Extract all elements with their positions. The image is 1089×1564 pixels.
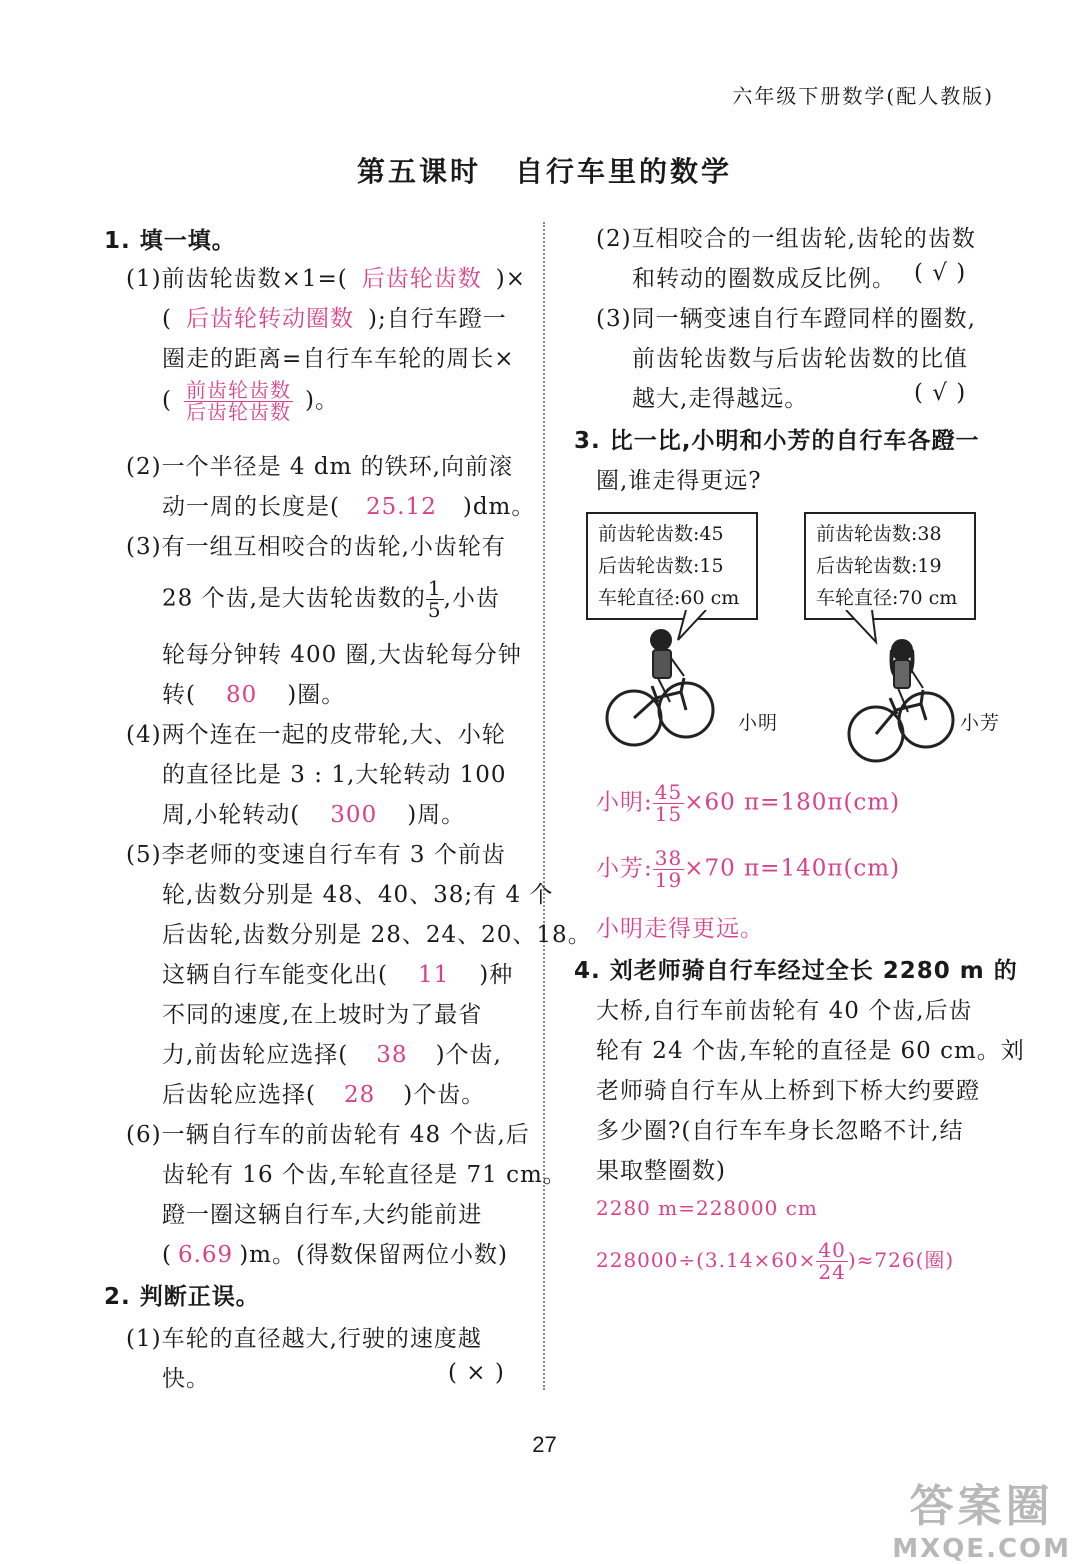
- q1-2-line2: 动一周的长度是( 25.12 )dm。: [162, 494, 536, 520]
- answer-blank: 后齿轮转动圈数: [185, 306, 354, 332]
- fraction: $\frac{1}{5}$: [427, 576, 442, 622]
- column-divider: [543, 222, 545, 1390]
- info-line: 前齿轮齿数:45: [598, 523, 724, 545]
- q4-line4: 老师骑自行车从上桥到下桥大约要蹬: [596, 1078, 980, 1104]
- judgement-mark: ( √ ): [914, 260, 967, 286]
- q3-answer-2: 小芳: $\frac{38}{19}$ ×70 π=140π(cm): [596, 846, 901, 892]
- q1-3-line4: 转( 80 )圈。: [162, 682, 346, 708]
- q2-2-line2: 和转动的圈数成反比例。: [632, 266, 896, 292]
- q1-5-line7: 后齿轮应选择( 28 )个齿。: [162, 1082, 486, 1108]
- q2-3-line2: 前齿轮齿数与后齿轮齿数的比值: [632, 346, 968, 372]
- q3-answer-3: 小明走得更远。: [596, 916, 764, 942]
- q3-answer-1: 小明: $\frac{45}{15}$ ×60 π=180π(cm): [596, 780, 901, 826]
- info-line: 前齿轮齿数:38: [816, 523, 942, 545]
- q1-3-line2: 28 个齿,是大齿轮齿数的 $\frac{1}{5}$ ,小齿: [162, 576, 500, 622]
- answer-blank: 11: [417, 962, 450, 988]
- watermark-url: MXQE.COM: [892, 1534, 1071, 1564]
- q2-2-line1: (2)互相咬合的一组齿轮,齿轮的齿数: [596, 226, 976, 252]
- answer-fraction: $\frac{\text{前齿轮齿数}}{\text{后齿轮齿数}}$: [185, 378, 291, 424]
- q1-3-line3: 轮每分钟转 400 圈,大齿轮每分钟: [162, 642, 522, 668]
- q1-5-line2: 轮,齿数分别是 48、40、38;有 4 个: [162, 882, 554, 908]
- page-number: 27: [532, 1432, 557, 1457]
- answer-blank: 28: [343, 1082, 376, 1108]
- q2-heading: 2. 判断正误。: [104, 1284, 260, 1310]
- q4-line1: 4. 刘老师骑自行车经过全长 2280 m 的: [574, 958, 1018, 984]
- judgement-mark: ( × ): [448, 1360, 505, 1386]
- info-line: 车轮直径:60 cm: [598, 587, 740, 609]
- q2-1-line2: 快。: [162, 1366, 210, 1392]
- q2-3-line3: 越大,走得越远。: [632, 386, 809, 412]
- q1-6-line4: ( 6.69 )m。(得数保留两位小数): [162, 1242, 508, 1268]
- xiaofang-info-box: [804, 512, 976, 620]
- q1-6-line1: (6)一辆自行车的前齿轮有 48 个齿,后: [126, 1122, 530, 1148]
- q2-3-line1: (3)同一辆变速自行车蹬同样的圈数,: [596, 306, 976, 332]
- q1-1-line3: 圈走的距离=自行车车轮的周长×: [162, 346, 515, 372]
- judgement-mark: ( √ ): [914, 380, 967, 406]
- bicycle-riders-illustration: [586, 610, 1006, 770]
- fraction: $\frac{40}{24}$: [818, 1238, 846, 1284]
- q4-line5: 多少圈?(自行车车身长忽略不计,结: [596, 1118, 964, 1144]
- info-line: 后齿轮齿数:15: [598, 555, 724, 577]
- q1-5-line3: 后齿轮,齿数分别是 28、24、20、18。: [162, 922, 592, 948]
- watermark-text: 答案圈: [909, 1481, 1054, 1532]
- watermark-logo: [892, 1470, 1071, 1564]
- q1-5-line5: 不同的速度,在上坡时为了最省: [162, 1002, 483, 1028]
- q1-5-line6: 力,前齿轮应选择( 38 )个齿,: [162, 1042, 502, 1068]
- q3-line2: 圈,谁走得更远?: [596, 468, 762, 494]
- xiaoming-bicycle: [607, 678, 713, 745]
- answer-blank: 6.69: [177, 1242, 234, 1268]
- answer-blank: 38: [376, 1042, 408, 1068]
- xiaofang-label: 小芳: [960, 712, 1001, 734]
- q1-6-line3: 蹬一圈这辆自行车,大约能前进: [162, 1202, 483, 1228]
- q4-line2: 大桥,自行车前齿轮有 40 个齿,后齿: [596, 998, 973, 1024]
- info-line: 后齿轮齿数:19: [816, 555, 942, 577]
- q1-5-line4: 这辆自行车能变化出( 11 )种: [162, 962, 514, 988]
- q4-answer-1: 2280 m=228000 cm: [596, 1196, 818, 1220]
- answer-blank: 25.12: [365, 494, 437, 520]
- xiaoming-label: 小明: [738, 712, 779, 734]
- answer-blank: 80: [225, 682, 258, 708]
- q1-heading: 1. 填一填。: [104, 228, 236, 254]
- q1-1-line1: (1)前齿轮齿数×1=( 后齿轮齿数 )×: [126, 266, 526, 292]
- q4-line6: 果取整圈数): [596, 1158, 726, 1184]
- q3-line1: 3. 比一比,小明和小芳的自行车各蹬一: [574, 428, 980, 454]
- q1-1-line2: ( 后齿轮转动圈数 );自行车蹬一: [162, 306, 507, 332]
- q4-answer-2: 228000÷(3.14×60× $\frac{40}{24}$ )≈726(圈): [596, 1238, 955, 1284]
- q1-6-line2: 齿轮有 16 个齿,车轮直径是 71 cm。: [162, 1162, 567, 1188]
- xiaoming-info-box: [586, 512, 758, 620]
- book-header: 六年级下册数学(配人教版): [732, 84, 994, 108]
- answer-blank: 后齿轮齿数: [361, 266, 482, 292]
- q1-5-line1: (5)李老师的变速自行车有 3 个前齿: [126, 842, 506, 868]
- q1-4-line3: 周,小轮转动( 300 )周。: [162, 802, 466, 828]
- q1-1-line4: ( $\frac{\text{前齿轮齿数}}{\text{后齿轮齿数}}$ )。: [162, 378, 339, 424]
- q1-4-line2: 的直径比是 3 : 1,大轮转动 100: [162, 762, 507, 788]
- q1-2-line1: (2)一个半径是 4 dm 的铁环,向前滚: [126, 454, 513, 480]
- fraction: $\frac{38}{19}$: [654, 846, 683, 892]
- q2-1-line1: (1)车轮的直径越大,行驶的速度越: [126, 1326, 482, 1352]
- q1-4-line1: (4)两个连在一起的皮带轮,大、小轮: [126, 722, 506, 748]
- xiaofang-bicycle: [849, 690, 953, 761]
- fraction: $\frac{45}{15}$: [654, 780, 683, 826]
- answer-blank: 300: [330, 802, 378, 828]
- lesson-title: 第五课时 自行车里的数学: [356, 155, 733, 188]
- q1-3-line1: (3)有一组互相咬合的齿轮,小齿轮有: [126, 534, 506, 560]
- info-line: 车轮直径:70 cm: [816, 587, 958, 609]
- q4-line3: 轮有 24 个齿,车轮的直径是 60 cm。刘: [596, 1038, 1025, 1064]
